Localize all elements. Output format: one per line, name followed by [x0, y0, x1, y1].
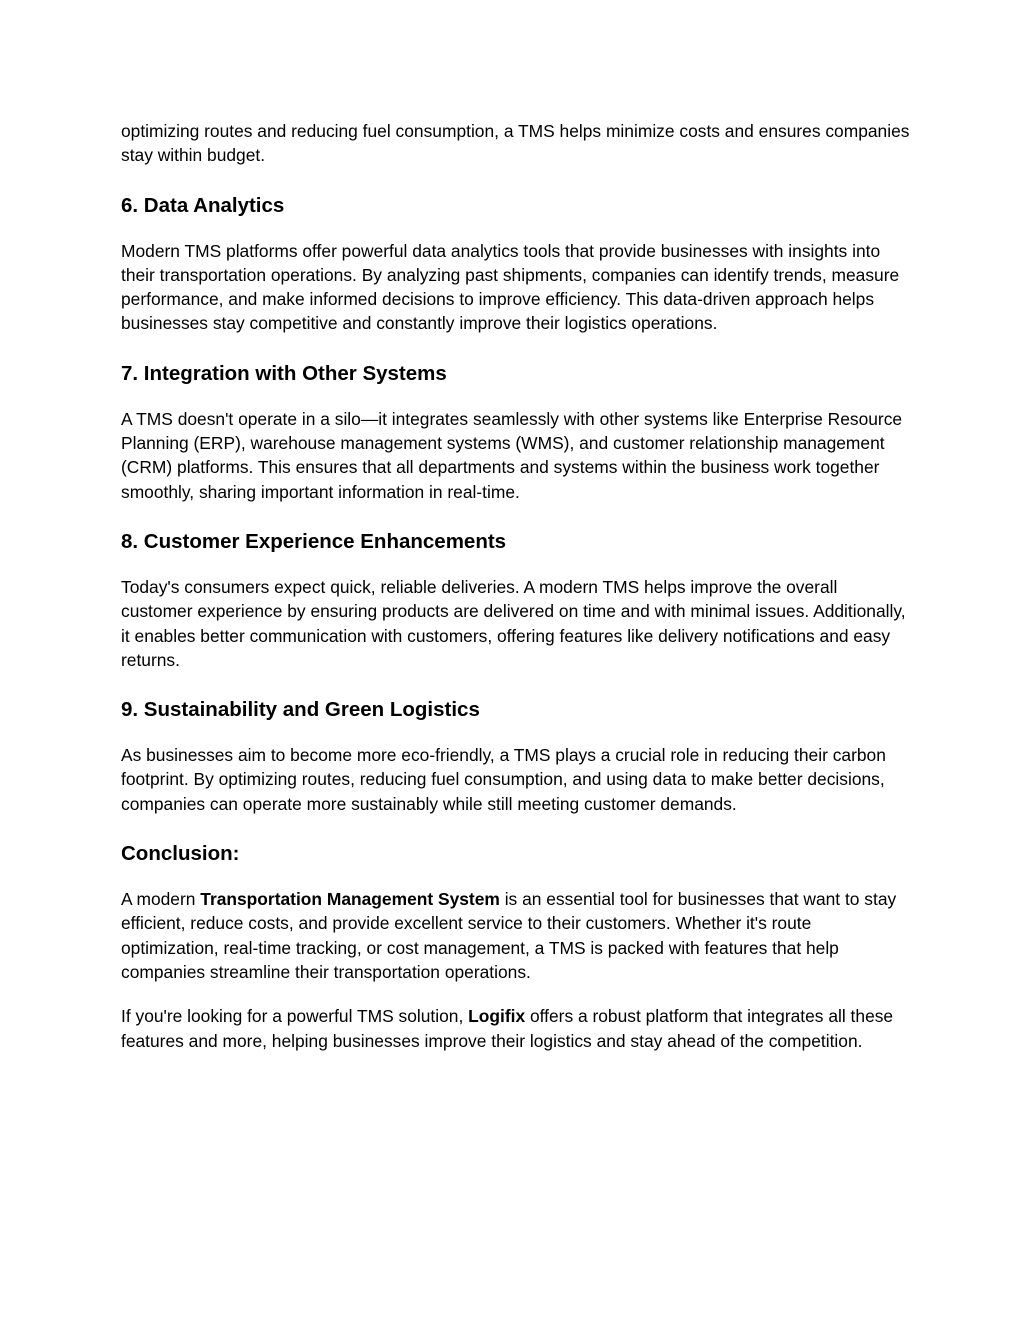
section-heading-integration: 7. Integration with Other Systems — [121, 361, 447, 385]
section-body-data-analytics: Modern TMS platforms offer powerful data analytics tools that provide businesses with insights into their transportation operations. By analyzing past shipments, companies can identify trends, measure performance, and make informed decisions to improve efficiency. This data-driven approach helps businesses stay competitive and constantly improve their logistics operations. — [121, 240, 900, 334]
section-body-integration: A TMS doesn't operate in a silo—it integrates seamlessly with other systems like Enterprise Resource Planning (ERP), warehouse management systems (WMS), and customer relationship management (CRM) platforms. This ensures that all departments and systems within the business work together smoothly, sharing important information in real-time. — [121, 408, 903, 502]
conclusion-paragraph-1 — [121, 887, 911, 984]
section-heading-customer-experience: 8. Customer Experience Enhancements — [121, 529, 507, 553]
intro-paragraph: optimizing routes and reducing fuel consumption, a TMS helps minimize costs and ensures companies stay within budget. — [121, 121, 910, 166]
section-heading-sustainability: 9. Sustainability and Green Logistics — [121, 698, 480, 722]
conclusion-p1-bold-term: Transportation Management System — [200, 889, 500, 910]
conclusion-p1-text-end: is an essential tool for businesses that want to stay efficient, reduce costs, and provide excellent service to their customers. Whether it's route optimization, real-time tracking, or cost management, a TMS is packed with features that help companies streamline their transportation operations. — [121, 889, 897, 982]
document-page — [121, 119, 911, 1053]
conclusion-p2-text-end: offers a robust platform that integrates all these features and more, helping businesses improve their logistics and stay ahead of the competition. — [121, 1006, 894, 1051]
conclusion-heading: Conclusion: — [121, 842, 240, 866]
conclusion-p2-text-start: If you're looking for a powerful TMS solution, — [121, 1006, 469, 1027]
conclusion-p1-text-start: A modern — [121, 889, 201, 910]
section-heading-data-analytics: 6. Data Analytics — [121, 193, 285, 217]
conclusion-paragraph-2 — [121, 1004, 911, 1053]
conclusion-p2-bold-brand: Logifix — [468, 1006, 526, 1027]
section-body-customer-experience: Today's consumers expect quick, reliable deliveries. A modern TMS helps improve the overall customer experience by ensuring products are delivered on time and with minimal issues. Additionally, it enables better communication with customers, offering features like delivery notifications and easy returns. — [121, 576, 906, 670]
section-body-sustainability: As businesses aim to become more eco-friendly, a TMS plays a crucial role in reducing their carbon footprint. By optimizing routes, reducing fuel consumption, and using data to make better decisions, companies can operate more sustainably while still meeting customer demands. — [121, 745, 886, 814]
